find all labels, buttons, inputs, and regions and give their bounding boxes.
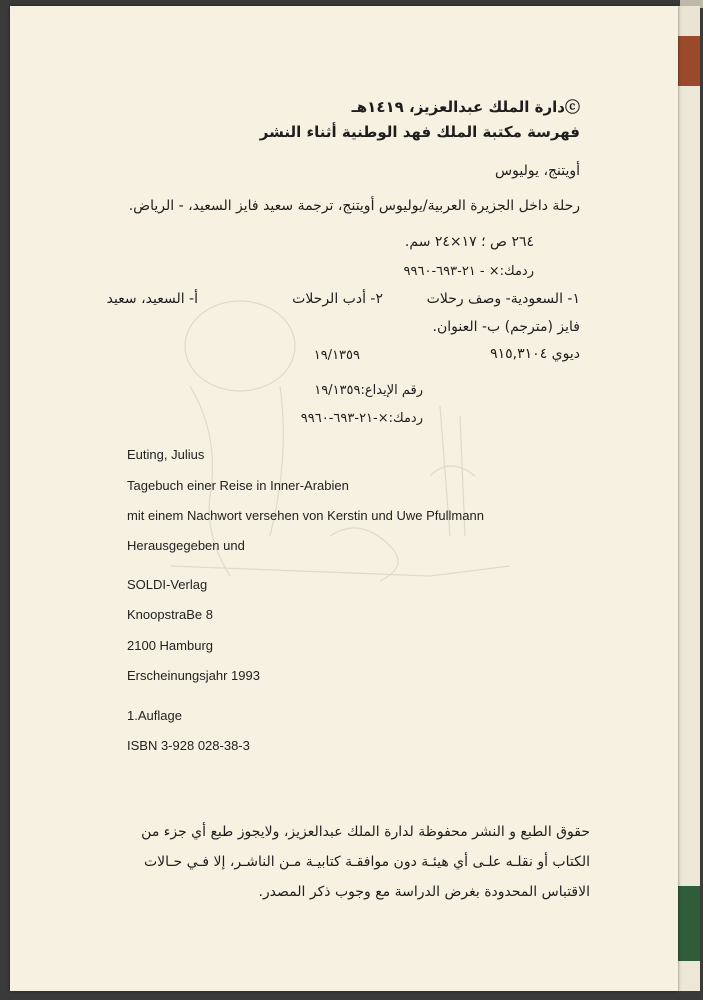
german-afterword: mit einem Nachwort versehen von Kerstin und Uwe Pfullmann — [127, 508, 484, 523]
subject-continuation: فايز (مترجم) ب- العنوان. — [432, 319, 580, 335]
publisher-street: KnoopstraBe 8 — [127, 607, 214, 622]
copyright-page — [10, 6, 678, 991]
dewey-classification: ديوي ٩١٥,٣١٠٤ — [490, 346, 580, 362]
subject-3: أ- السعيد، سعيد — [106, 291, 198, 307]
german-author: Euting, Julius — [127, 447, 205, 462]
subject-1: ١- السعودية- وصف رحلات — [426, 291, 580, 307]
publisher-city: 2100 Hamburg — [127, 638, 213, 653]
publisher-name: SOLDI-Verlag — [127, 577, 208, 592]
subject-2: ٢- أدب الرحلات — [292, 291, 383, 307]
arabic-isbn-repeat: ردمك:×-٢١-٦٩٣-٩٩٦٠ — [300, 411, 423, 426]
book-spine — [678, 6, 700, 991]
physical-description: ٢٦٤ ص ؛ ١٧×٢٤ سم. — [404, 234, 534, 250]
german-isbn: ISBN 3-928 028-38-3 — [127, 738, 250, 753]
arabic-title-line: رحلة داخل الجزيرة العربية/يوليوس أويتنج، ترجمة سعيد فايز السعيد، - الرياض. — [128, 198, 580, 214]
arabic-author: أويتنج، يوليوس — [495, 163, 580, 179]
german-edited: Herausgegeben und — [127, 538, 245, 553]
dewey-number: ١٩/١٣٥٩ — [313, 348, 360, 363]
publication-year: Erscheinungsjahr 1993 — [127, 668, 260, 683]
rights-notice-line-2: الكتاب أو نقلـه علـى أي هيئـة دون موافقـة كتابيـة مـن الناشـر، إلا فـي حـالات — [144, 854, 590, 870]
edition: 1.Auflage — [127, 708, 182, 723]
rights-notice-line-1: حقوق الطبع و النشر محفوظة لدارة الملك عبدالعزيز، ولايجوز طبع أي جزء من — [141, 824, 590, 840]
copyright-line: ⓒدارة الملك عبدالعزيز، ١٤١٩هـ — [351, 98, 580, 116]
catalog-heading: فهرسة مكتبة الملك فهد الوطنية أثناء النشر — [259, 123, 580, 141]
arabic-isbn: ردمك:× - ٢١-٦٩٣-٩٩٦٠ — [403, 264, 534, 279]
rights-notice-line-3: الاقتباس المحدودة بغرض الدراسة مع وجوب ذكر المصدر. — [258, 884, 590, 900]
german-title: Tagebuch einer Reise in Inner-Arabien — [127, 478, 349, 493]
deposit-number: رقم الإيداع:١٩/١٣٥٩ — [314, 383, 423, 398]
